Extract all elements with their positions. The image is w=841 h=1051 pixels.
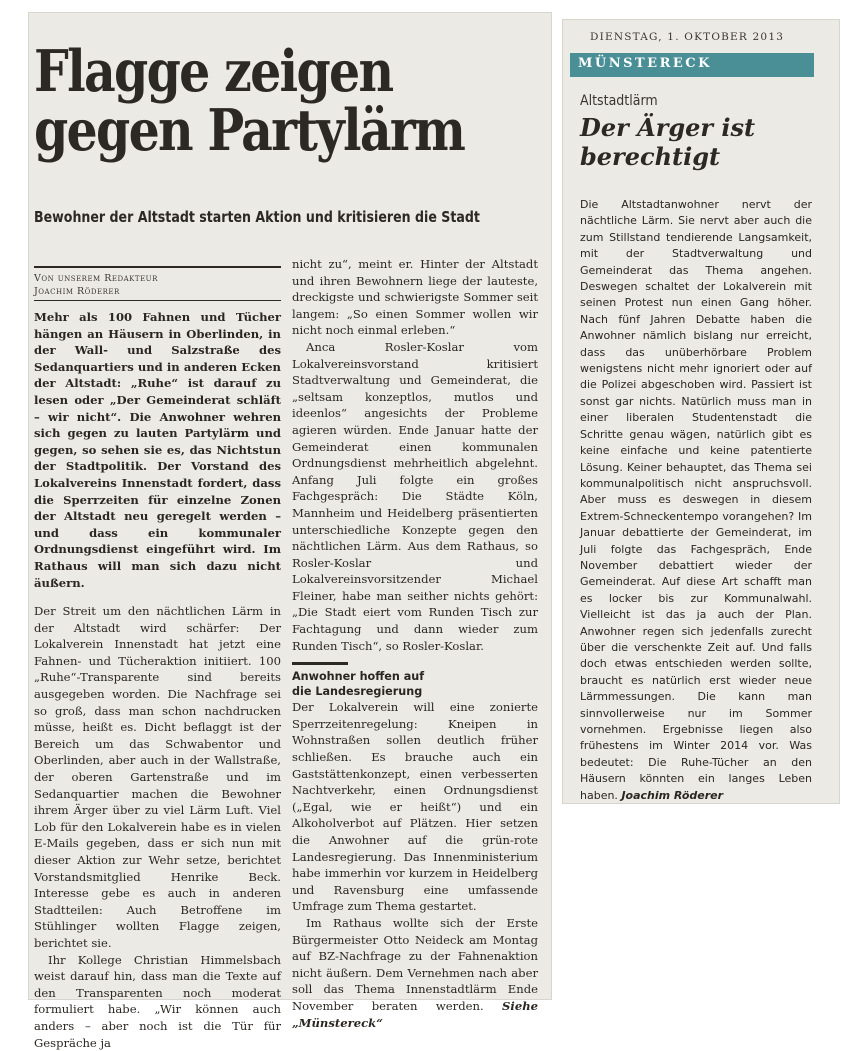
byline: [34, 266, 281, 301]
article-subheadline: Bewohner der Altstadt starten Aktion und kritisieren die Stadt: [34, 208, 480, 226]
byline-author: Joachim Röderer: [34, 286, 120, 297]
section-label: MÜNSTERECK: [578, 56, 712, 71]
lead-paragraph: Mehr als 100 Fahnen und Tücher hängen an Häusern in Oberlinden, in der Wall- und Salzstraße des Sedanquartiers und in anderen Ecken der Altstadt: „Ruhe“ ist darauf zu lesen oder „Der Gemeinderat schläft – wir nicht“. Die Anwohner wehren sich gegen zu lauten Partylärm und gegen, so sehen sie es, das Nichtstun der Stadtpolitik. Der Vorstand des Lokalvereins Innenstadt fordert, dass die Sperrzeiten für einzelne Zonen der Altstadt neu geregelt werden – und dass ein kommunaler Ordnungsdienst eingeführt wird. Im Rathaus will man sich dazu nicht äußern.: [34, 310, 281, 590]
article-column-2: [292, 256, 538, 1031]
comment-body: [580, 197, 812, 804]
comment-author: Joachim Röderer: [621, 788, 724, 802]
article-column-1: [34, 309, 281, 1051]
comment-topline: Altstadtlärm: [580, 93, 658, 109]
crosshead: [292, 669, 538, 699]
section-bar: [570, 53, 814, 77]
byline-line1: Von unserem Redakteur: [34, 273, 158, 284]
comment-text: Die Altstadtanwohner nervt der nächtliche Lärm. Sie nervt aber auch die zum Stillstand tendierende Langsamkeit, mit der Stadtverwaltung und Gemeinderat das Thema angehen. Deswegen schaltet der Lokalverein mit seinen Protest nun einen Gang höher. Nach fünf Jahren Debatte haben die Anwohner nämlich bislang nur erreicht, dass das unüberhörbare Problem wenigstens nicht mehr ignoriert oder auf die Polizei abgeschoben wird. Passiert ist sonst gar nichts. Natürlich muss man in einer liberalen Studentenstadt die Schritte genau wägen, natürlich gibt es keine einfache und keine patentierte Lösung. Keiner behauptet, das Thema sei kommunalpolitisch nicht anspruchsvoll. Aber muss es deswegen in diesem Extrem-Schneckentempo vorangehen? Im Januar debattierte der Gemeinderat, im Juli folgte das Fachgespräch, Ende November debattiert wieder der Gemeinderat. Auf diese Art schafft man es locker bis zur Kommunalwahl. Vielleicht ist das ja auch der Plan. Anwohner regen sich jedenfalls zurecht über die verschenkte Zeit auf. Und falls doch etwas entschieden werden sollte, braucht es natürlich erst wieder neue Lärmmessungen. Die kann man sinnvollerweise nur im Sommer vornehmen. Ergebnisse liegen also frühestens im Winter 2014 vor. Was bedeutet: Die Ruhe-Tücher an den Häusern könnten ein langes Leben haben.: [580, 198, 812, 802]
comment-column: [580, 197, 812, 804]
article-headline: Flagge zeigen gegen Partylärm: [34, 38, 465, 164]
body-paragraph: Anca Rosler-Koslar vom Lokalvereinsvorstand kritisiert Stadtverwaltung und Gemeinderat, die „seltsam konzeptlos, mutlos und ideenlos“ angesichts der Probleme agieren würden. Ende Januar hatte der Gemeinderat einen kommunalen Ordnungsdienst mehrheitlich abgelehnt. Anfang Juli folgte ein großes Fachgespräch: Die Städte Köln, Mannheim und Heidelberg präsentierten unterschiedliche Konzepte gegen den nächtlichen Lärm. Aus dem Rathaus, so Rosler-Koslar und Lokalvereinsvorsitzender Michael Fleiner, habe man seither nichts gehört: „Die Stadt eiert vom Runden Tisch zur Fachtagung und dann wieder zum Runden Tisch“, so Rosler-Koslar.: [292, 339, 538, 653]
cross-reference: Siehe „Münstereck“: [292, 998, 539, 1030]
crosshead-rule: [292, 662, 348, 665]
body-paragraph: Ihr Kollege Christian Himmelsbach weist darauf hin, dass man die Texte auf den Transparenten noch moderat formuliert habe. „Wir können auch anders – aber noch ist die Tür für Gespräche ja: [34, 952, 281, 1050]
body-paragraph: Der Lokalverein will eine zonierte Sperrzeitenregelung: Kneipen in Wohnstraßen sollen deutlich früher schließen. Es brauche auch ein Gaststättenkonzept, einen verbesserten Nachtverkehr, einen Ordnungsdienst („Egal, wie er heißt“) und ein Alkoholverbot auf Plätzen. Hier setzen die Anwohner auf die grün-rote Landesregierung. Das Innenministerium habe immerhin vor kurzem in Heidelberg und Ravensburg eine umfassende Umfrage zum Thema gestartet.: [292, 700, 538, 914]
comment-title: Der Ärger ist berechtigt: [580, 113, 756, 171]
dateline: DIENSTAG, 1. OKTOBER 2013: [590, 31, 785, 43]
body-text: Im Rathaus wollte sich der Erste Bürgermeister Otto Neideck am Montag auf BZ-Nachfrage zu der Fahnenaktion nicht äußern. Dem Vernehmen nach aber soll das Thema Innenstadtlärm Ende November beraten werden.: [292, 915, 538, 1013]
body-paragraph: Der Streit um den nächtlichen Lärm in der Altstadt wird schärfer: Der Lokalverein Innenstadt hat jetzt eine Fahnen- und Tücheraktion initiiert. 100 „Ruhe“-Transparente sind bereits ausgegeben worden. Die Nachfrage sei so groß, dass man schon nachdrucken müsse, heißt es. Dicht beflaggt ist der Bereich um das Schwabentor und Oberlinden, aber auch in der Wallstraße, der oberen Gartenstraße und im Sedanquartier machen die Bewohner ihrem Ärger über zu viel Lärm Luft. Viel Lob für den Lokalverein habe es in vielen E-Mails gegeben, dass er sich nun mit dieser Aktion zur Wehr setze, berichtet Vorstandsmitglied Henrike Beck. Interesse gebe es auch in anderen Stadtteilen: Auch Betroffene im Stühlinger wollten Flagge zeigen, berichtet sie.: [34, 604, 281, 950]
crosshead-line: die Landesregierung: [292, 685, 423, 699]
article-clipping: [28, 12, 552, 1050]
body-paragraph: [292, 915, 538, 1031]
body-paragraph: nicht zu“, meint er. Hinter der Altstadt und ihren Bewohnern liege der lauteste, dreckigste und schwierigste Sommer seit langem: „So einen Sommer wollen wir nicht noch einmal erleben.“: [292, 257, 538, 338]
crosshead-line: Anwohner hoffen auf: [292, 670, 425, 684]
comment-clipping: [562, 19, 840, 804]
